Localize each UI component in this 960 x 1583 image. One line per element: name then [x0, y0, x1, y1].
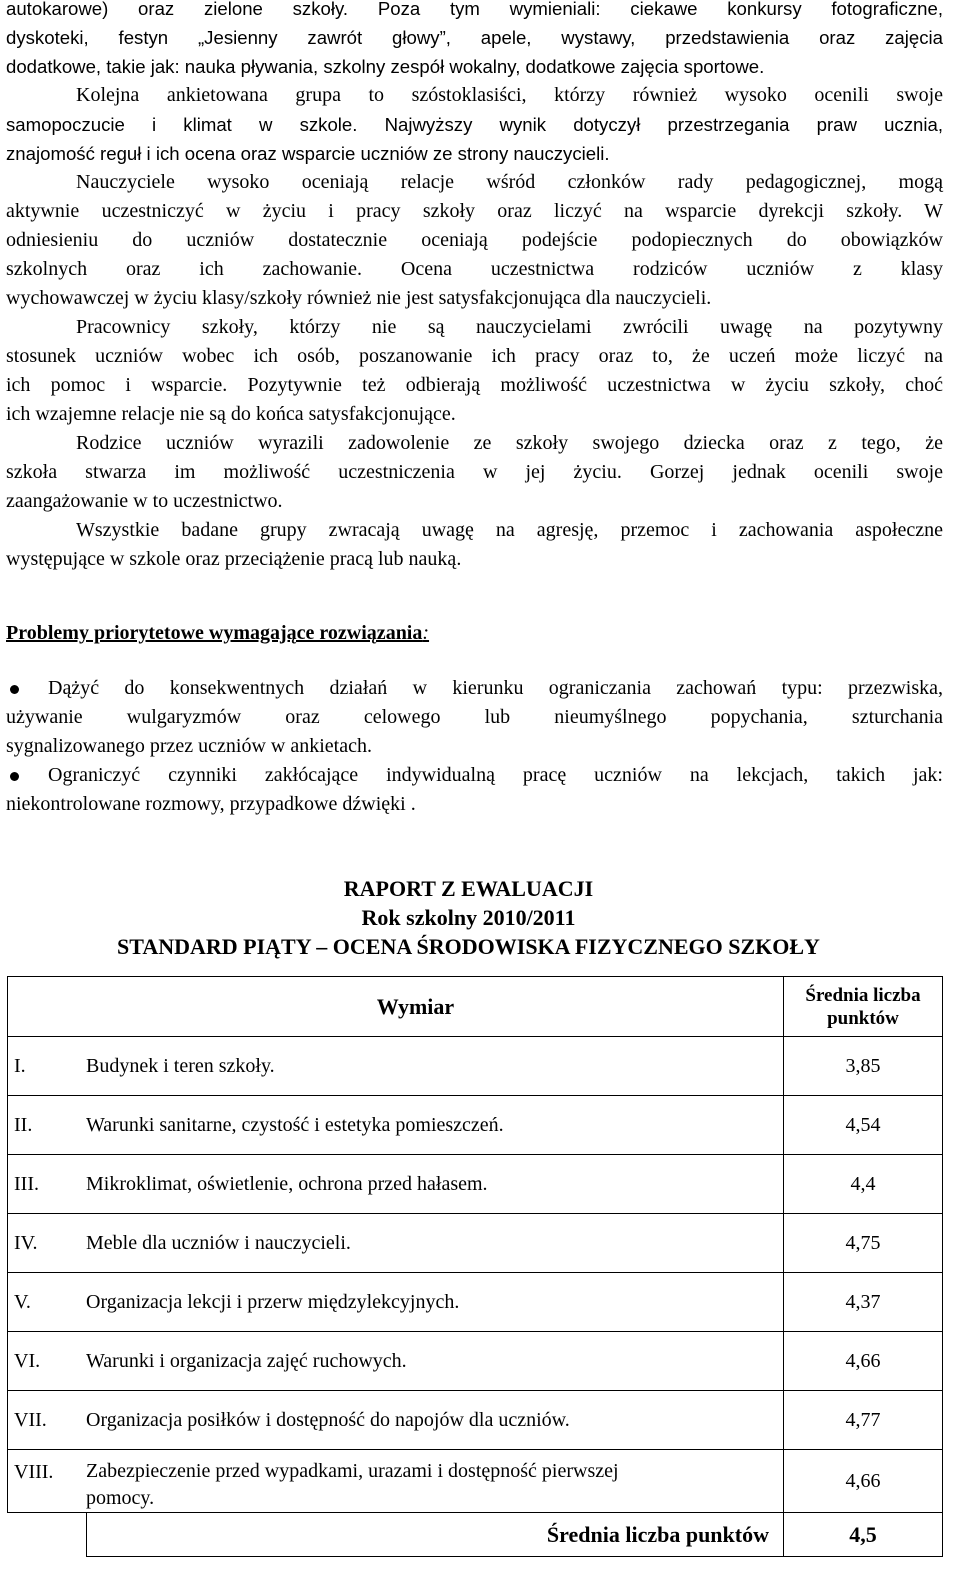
row-dimension: Warunki i organizacja zajęć ruchowych.	[86, 1332, 784, 1391]
row-number: VII.	[8, 1391, 87, 1450]
table-header-row	[8, 977, 943, 1037]
table-row	[8, 1450, 943, 1513]
text-line: szkoła stwarza im możliwość uczestniczenia w jej życiu. Gorzej jednak ocenili swoje	[6, 461, 943, 483]
standard-title: STANDARD PIĄTY – OCENA ŚRODOWISKA FIZYCZNEGO SZKOŁY	[117, 934, 820, 959]
text-line: wychowawczej w życiu klasy/szkoły również nie jest satysfakcjonująca dla nauczycieli.	[6, 287, 712, 309]
text-line: ich pomoc i wsparcie. Pozytywnie też odbierają możliwość uczestnictwa w życiu szkoły, choć	[6, 374, 943, 396]
table-row	[8, 1096, 943, 1155]
summary-value: 4,5	[784, 1513, 943, 1557]
table-row	[8, 1214, 943, 1273]
row-dimension-line1: Zabezpieczenie przed wypadkami, urazami i dostępność pierwszej	[86, 1460, 619, 1482]
row-dimension: Organizacja posiłków i dostępność do napojów dla uczniów.	[86, 1391, 784, 1450]
table-row	[8, 1037, 943, 1096]
row-value: 4,54	[784, 1096, 943, 1155]
row-value: 4,75	[784, 1214, 943, 1273]
text-line: Kolejna ankietowana grupa to szóstoklasiści, którzy również wysoko ocenili swoje	[76, 84, 943, 106]
header-average	[784, 977, 943, 1037]
list-item	[6, 674, 943, 761]
row-value: 4,66	[784, 1450, 943, 1513]
row-dimension: Warunki sanitarne, czystość i estetyka pomieszczeń.	[86, 1096, 784, 1155]
row-number: III.	[8, 1155, 87, 1214]
bullet-icon	[10, 685, 19, 694]
text-fragment: samopoczucie i klimat w szkole.	[6, 114, 358, 135]
row-number: II.	[8, 1096, 87, 1155]
text-line: odniesieniu do uczniów dostatecznie oceniają podejście podopiecznych do obowiązków	[6, 229, 943, 251]
text-line: występujące w szkole oraz przeciążenie pracą lub nauką.	[6, 548, 462, 570]
paragraph-activities	[6, 0, 943, 81]
row-value: 4,37	[784, 1273, 943, 1332]
list-item	[6, 761, 943, 819]
row-dimension	[86, 1450, 784, 1513]
school-year-title: Rok szkolny 2010/2011	[361, 905, 576, 930]
row-value: 4,77	[784, 1391, 943, 1450]
text-line: sygnalizowanego przez uczniów w ankietach.	[6, 735, 372, 757]
text-fragment: Najwyższy wynik dotyczył przestrzegania praw ucznia,	[384, 114, 943, 135]
text-line: Ograniczyć czynniki zakłócające indywidualną pracę uczniów na lekcjach, takich jak:	[48, 764, 943, 786]
header-dimension: Wymiar	[8, 977, 784, 1037]
text-line: używanie wulgaryzmów oraz celowego lub nieumyślnego popychania, szturchania	[6, 706, 943, 728]
problems-heading-text: Problemy priorytetowe wymagające rozwiązania	[6, 622, 423, 644]
table-summary-row	[8, 1513, 943, 1557]
row-dimension: Meble dla uczniów i nauczycieli.	[86, 1214, 784, 1273]
report-title-block	[0, 874, 937, 961]
table-row	[8, 1273, 943, 1332]
evaluation-table	[7, 976, 943, 1557]
row-number: V.	[8, 1273, 87, 1332]
text-fragment: autokarowe) oraz zielone szkoły.	[6, 0, 378, 19]
table-row	[8, 1155, 943, 1214]
row-value: 3,85	[784, 1037, 943, 1096]
paragraph-parents	[6, 429, 943, 516]
row-dimension: Mikroklimat, oświetlenie, ochrona przed hałasem.	[86, 1155, 784, 1214]
text-line: znajomość reguł i ich ocena oraz wsparcie uczniów ze strony nauczycieli.	[6, 143, 610, 164]
paragraph-all-groups	[6, 516, 943, 574]
text-fragment: Poza tym wymieniali: ciekawe konkursy fotograficzne,	[377, 0, 943, 19]
row-value: 4,66	[784, 1332, 943, 1391]
text-line: Dążyć do konsekwentnych działań w kierunku ograniczania zachowań typu: przezwiska,	[48, 677, 943, 699]
row-dimension: Organizacja lekcji i przerw międzylekcyjnych.	[86, 1273, 784, 1332]
problems-list	[6, 674, 943, 819]
text-line: Wszystkie badane grupy zwracają uwagę na agresję, przemoc i zachowania aspołeczne	[76, 519, 943, 541]
table-row	[8, 1332, 943, 1391]
text-line: niekontrolowane rozmowy, przypadkowe dźwięki .	[6, 793, 416, 815]
text-line: ich wzajemne relacje nie są do końca satysfakcjonujące.	[6, 403, 456, 425]
row-dimension: Budynek i teren szkoły.	[86, 1037, 784, 1096]
text-line: stosunek uczniów wobec ich osób, poszanowanie ich pracy oraz to, że uczeń może liczyć na	[6, 345, 943, 367]
text-line: Nauczyciele wysoko oceniają relacje wśród członków rady pedagogicznej, mogą	[76, 171, 943, 193]
row-number: IV.	[8, 1214, 87, 1273]
paragraph-sixth-graders	[6, 81, 943, 168]
row-number: VIII.	[8, 1450, 87, 1513]
row-value: 4,4	[784, 1155, 943, 1214]
row-number: I.	[8, 1037, 87, 1096]
problems-heading	[6, 619, 429, 648]
text-line: Rodzice uczniów wyrazili zadowolenie ze szkoły swojego dziecka oraz z tego, że	[76, 432, 943, 454]
paragraph-staff	[6, 313, 943, 429]
summary-label: Średnia liczba punktów	[86, 1513, 784, 1557]
problems-heading-colon: :	[422, 622, 430, 644]
row-dimension-line2: pomocy.	[86, 1487, 155, 1509]
summary-empty-cell	[8, 1513, 87, 1557]
header-average-line1: Średnia liczba	[805, 984, 921, 1006]
header-average-line2: punktów	[827, 1007, 899, 1029]
document-page	[6, 0, 943, 574]
text-line: dyskoteki, festyn „Jesienny zawrót głowy”, apele, wystawy, przedstawienia oraz zajęcia	[6, 27, 943, 48]
text-line: aktywnie uczestniczyć w życiu i pracy szkoły oraz liczyć na wsparcie dyrekcji szkoły. W	[6, 200, 943, 222]
table-row	[8, 1391, 943, 1450]
report-title: RAPORT Z EWALUACJI	[343, 876, 594, 901]
text-line: zaangażowanie w to uczestnictwo.	[6, 490, 283, 512]
bullet-icon	[10, 772, 19, 781]
text-line: dodatkowe, takie jak: nauka pływania, szkolny zespół wokalny, dodatkowe zajęcia sportowe.	[6, 56, 765, 77]
text-line: szkolnych oraz ich zachowanie. Ocena uczestnictwa rodziców uczniów z klasy	[6, 258, 943, 280]
text-line: Pracownicy szkoły, którzy nie są nauczycielami zwrócili uwagę na pozytywny	[76, 316, 943, 338]
paragraph-teachers	[6, 168, 943, 313]
row-number: VI.	[8, 1332, 87, 1391]
